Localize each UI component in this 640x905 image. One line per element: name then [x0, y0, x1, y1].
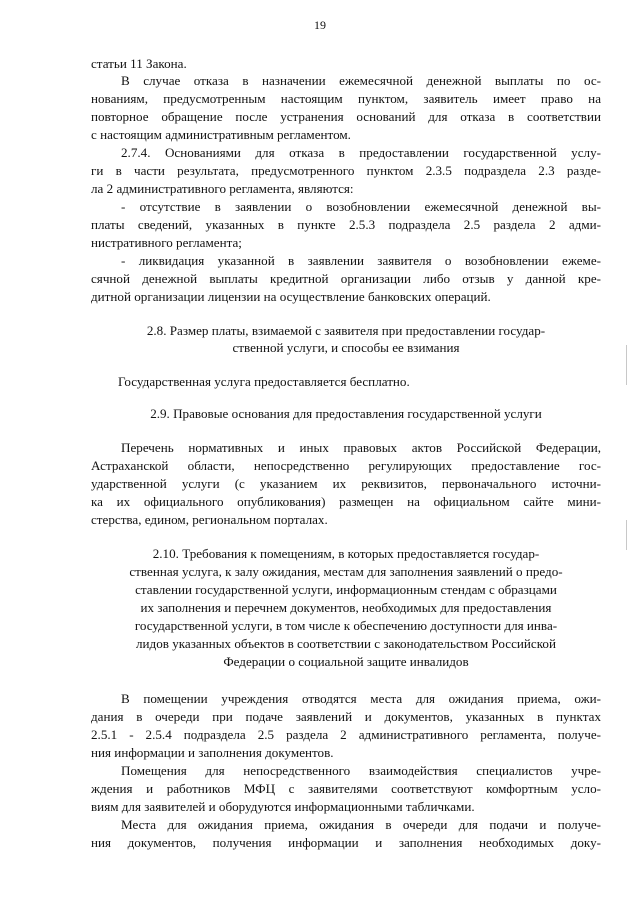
text-line: стерства, едином, региональном порталах.	[91, 512, 328, 527]
text-line: 2.5.1 - 2.5.4 подраздела 2.5 раздела 2 административного регламента, получе-	[91, 727, 601, 742]
section-heading: их заполнения и перечнем документов, необходимых для предоставления	[140, 600, 552, 615]
text-line: виям для заявителей и оборудуются информационными табличками.	[91, 799, 475, 814]
text-line: ка их официального опубликования) размещен на официальном сайте мини-	[91, 494, 601, 509]
text-line: ударственной услуги (с указанием их реквизитов, первоначального источни-	[91, 476, 601, 491]
text-line: ждения и работников МФЦ с заявителями соответствуют комфортным усло-	[91, 781, 601, 796]
text-line: В случае отказа в назначении ежемесячной денежной выплаты по ос-	[121, 73, 601, 88]
text-line: с настоящим административным регламентом.	[91, 127, 351, 142]
text-line: - ликвидация указанной в заявлении заявителя о возобновлении ежеме-	[121, 253, 601, 268]
text-line: ла 2 административного регламента, являются:	[91, 181, 354, 196]
section-heading: Федерации о социальной защите инвалидов	[223, 654, 469, 669]
section-heading: ственная услуга, к залу ожидания, местам для заполнения заявлений о предо-	[129, 564, 563, 579]
page-number: 19	[314, 18, 326, 32]
section-heading: 2.9. Правовые основания для предоставления государственной услуги	[150, 406, 542, 421]
text-line: ния информации и заполнения документов.	[91, 745, 334, 760]
text-line: Места для ожидания приема, ожидания в очереди для подачи и получе-	[121, 817, 601, 832]
text-line: Помещения для непосредственного взаимодействия специалистов учре-	[121, 763, 601, 778]
text-line: нованиям, предусмотренным настоящим пунктом, заявитель имеет право на	[91, 91, 601, 106]
scan-artifact	[626, 520, 627, 550]
section-heading: государственной услуги, в том числе к обеспечению доступности для инва-	[134, 618, 558, 633]
text-line: В помещении учреждения отводятся места для ожидания приема, ожи-	[121, 691, 601, 706]
text-line: сячной денежной выплаты кредитной организации либо отзыв у данной кре-	[91, 271, 601, 286]
text-line: 2.7.4. Основаниями для отказа в предоставлении государственной услу-	[121, 145, 601, 160]
text-line: дания в очереди при подаче заявлений и документов, указанных в пунктах	[91, 709, 601, 724]
text-line: платы сведений, указанных в пункте 2.5.3 подраздела 2.5 раздела 2 адми-	[91, 217, 601, 232]
text-line: ги в части результата, предусмотренного пунктом 2.3.5 подраздела 2.3 разде-	[91, 163, 601, 178]
scan-artifact	[626, 345, 627, 385]
section-heading: лидов указанных объектов в соответствии с законодательством Российской	[136, 636, 556, 651]
section-heading: ственной услуги, и способы ее взимания	[232, 340, 460, 355]
text-line: повторное обращение после устранения оснований для отказа в соответствии	[91, 109, 601, 124]
text-line: Астраханской области, непосредственно регулирующих предоставление гос-	[91, 458, 601, 473]
section-heading: 2.8. Размер платы, взимаемой с заявителя при предоставлении государ-	[146, 323, 546, 338]
text-line: статьи 11 Закона.	[91, 56, 187, 71]
section-heading: 2.10. Требования к помещениям, в которых предоставляется государ-	[152, 546, 540, 561]
text-line: нистративного регламента;	[91, 235, 242, 250]
text-line: Перечень нормативных и иных правовых актов Российской Федерации,	[121, 440, 601, 455]
text-line: - отсутствие в заявлении о возобновлении ежемесячной денежной вы-	[121, 199, 601, 214]
section-heading: ставлении государственной услуги, информационным стендам с образцами	[135, 582, 557, 597]
text-line: Государственная услуга предоставляется бесплатно.	[118, 374, 410, 389]
text-line: дитной организации лицензии на осуществление банковских операций.	[91, 289, 491, 304]
text-line: ния документов, получения информации и заполнения необходимых доку-	[91, 835, 601, 850]
